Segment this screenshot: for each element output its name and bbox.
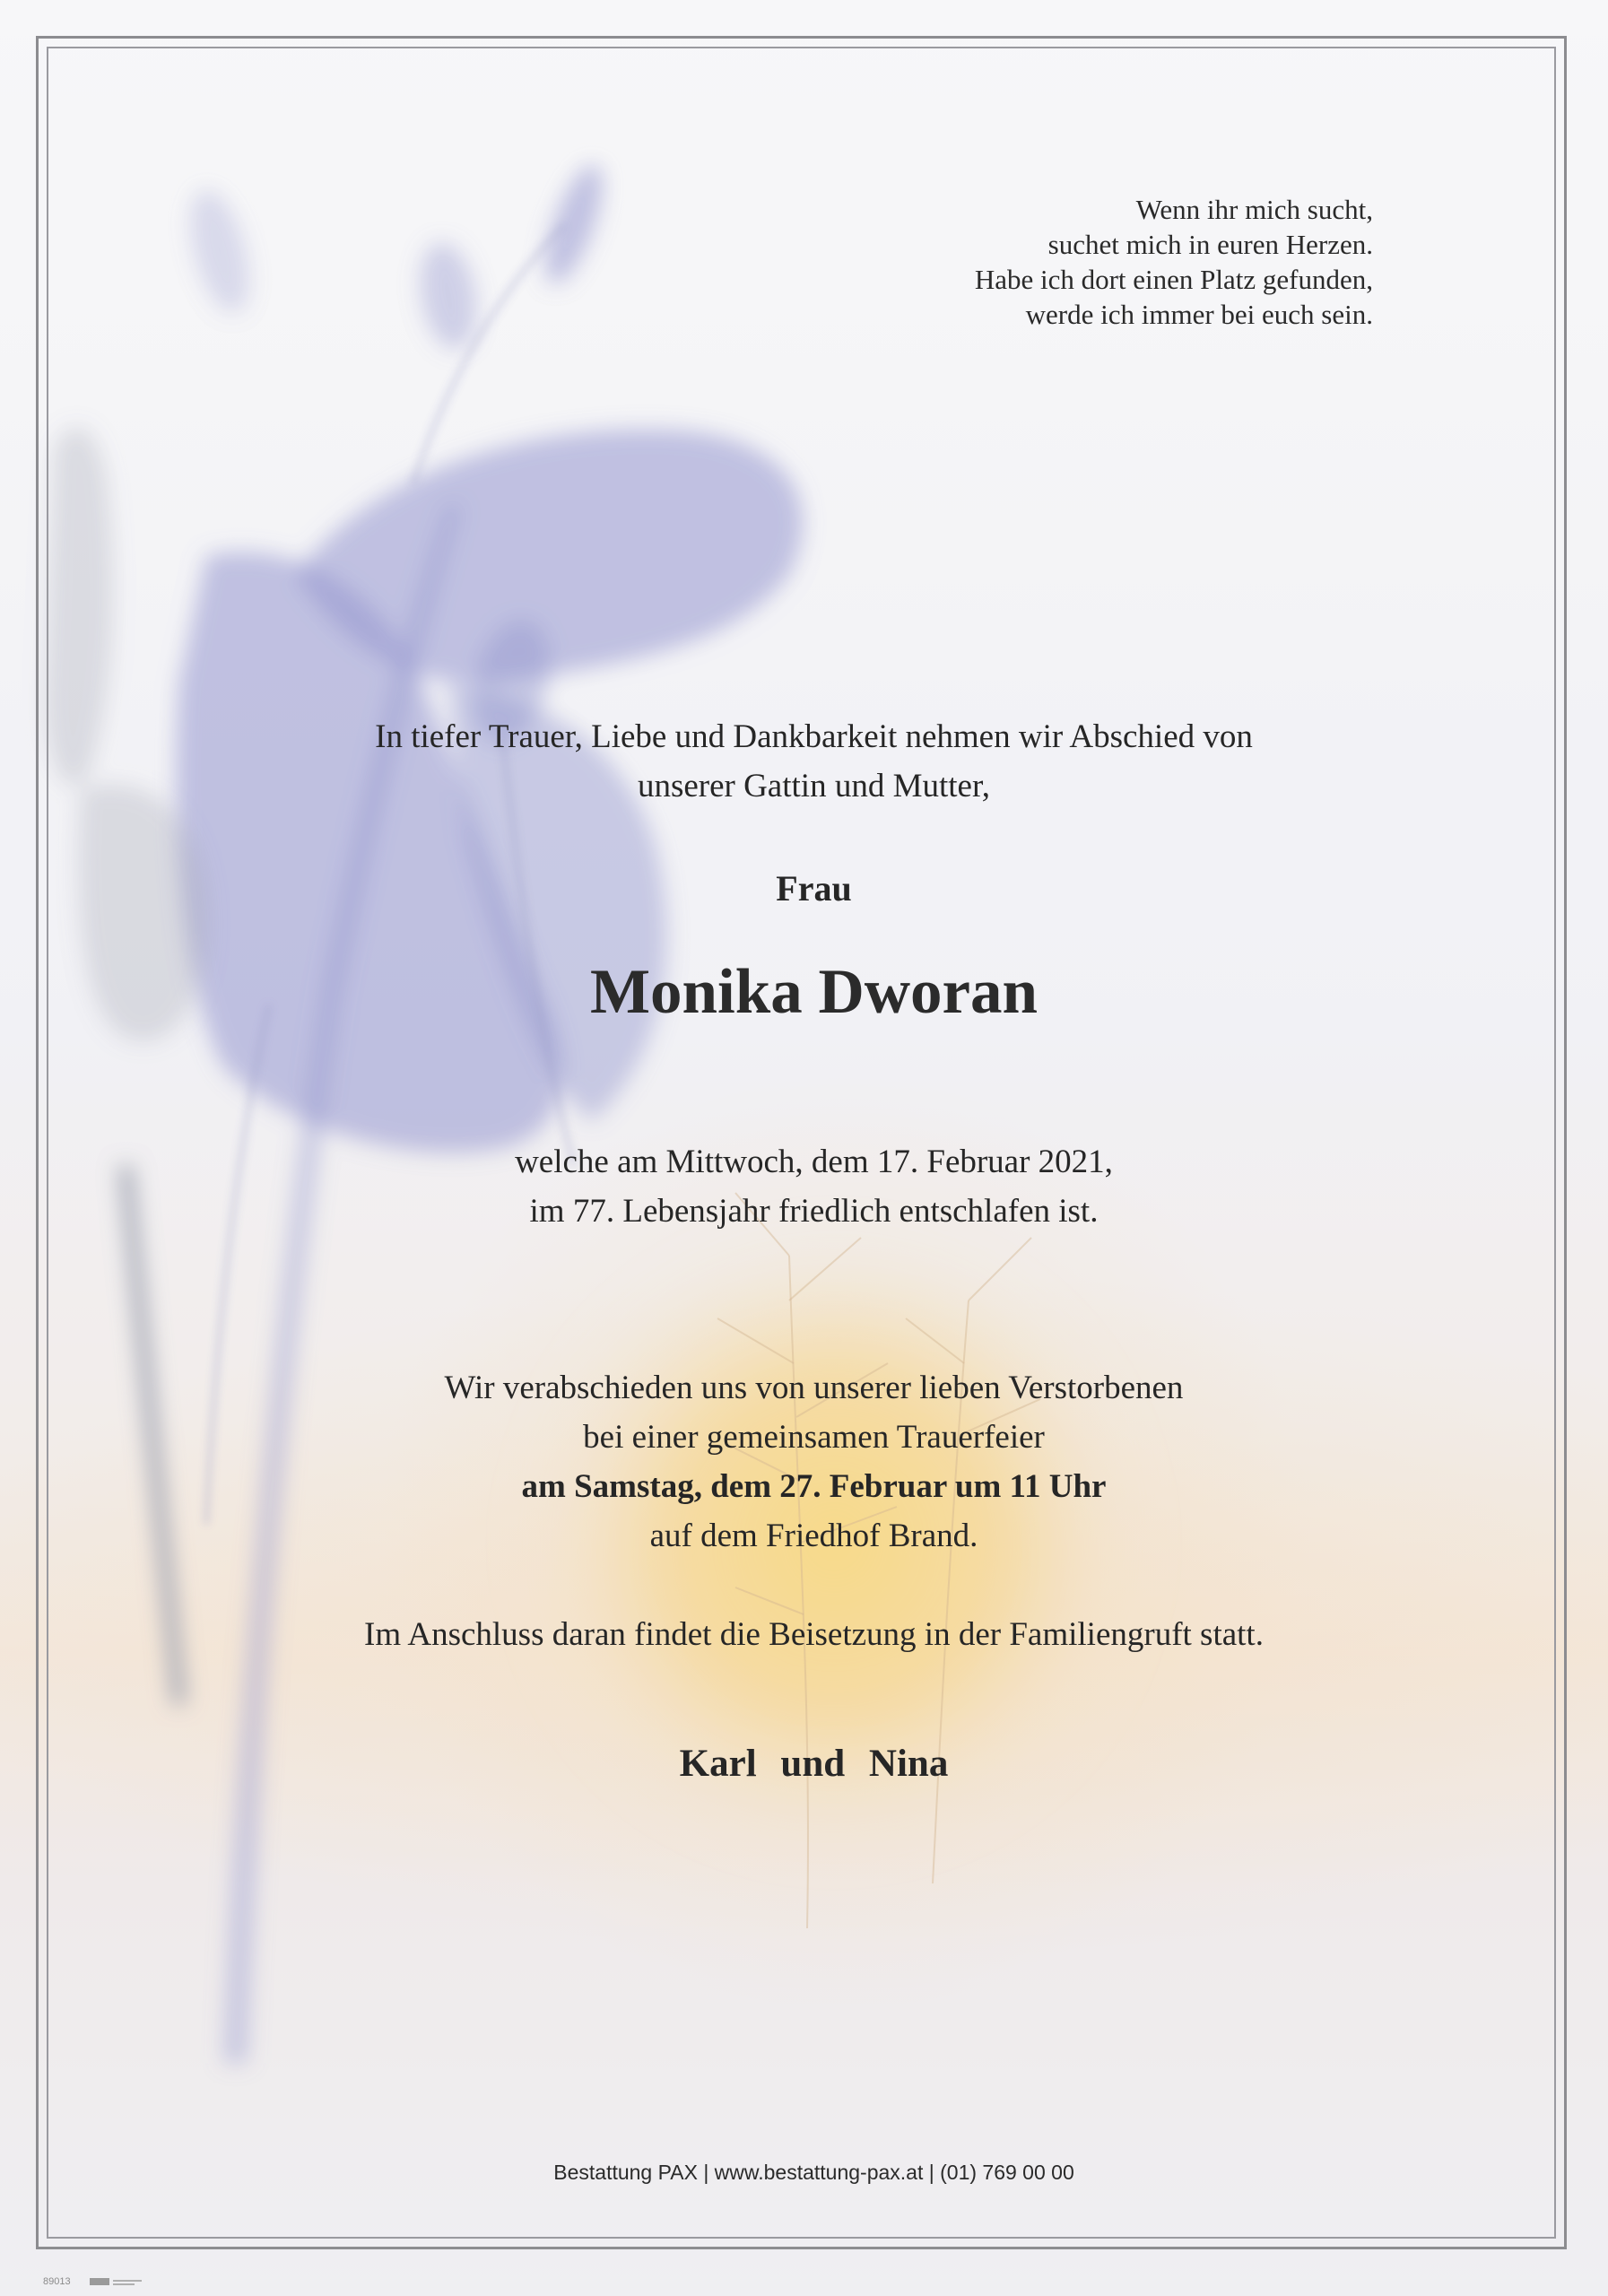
- intro-line: unserer Gattin und Mutter,: [637, 768, 991, 804]
- ceremony-date: am Samstag, dem 27. Februar um 11 Uhr: [521, 1468, 1107, 1505]
- poem-line: Habe ich dort einen Platz gefunden,: [974, 264, 1373, 295]
- ceremony-line: bei einer gemeinsamen Trauerfeier: [583, 1419, 1045, 1456]
- poem-line: Wenn ihr mich sucht,: [1135, 194, 1373, 225]
- ceremony-line: Wir verabschieden uns von unserer lieben Verstorbenen: [444, 1370, 1184, 1406]
- funeral-home-footer: Bestattung PAX | www.bestattung-pax.at | (01) 769 00 00: [553, 2161, 1074, 2184]
- poem-line: suchet mich in euren Herzen.: [1047, 229, 1373, 260]
- signature-name: Nina: [868, 1743, 949, 1785]
- ceremony-location: auf dem Friedhof Brand.: [649, 1518, 978, 1554]
- deceased-name: Monika Dworan: [589, 957, 1038, 1027]
- burial-text: Im Anschluss daran findet die Beisetzung in der Familiengruft statt.: [364, 1616, 1264, 1653]
- poem-line: werde ich immer bei euch sein.: [1025, 299, 1373, 330]
- signature-name: Karl: [679, 1743, 757, 1785]
- intro-line: In tiefer Trauer, Liebe und Dankbarkeit nehmen wir Abschied von: [375, 718, 1253, 755]
- memorial-poem: [975, 192, 1373, 332]
- print-code: 89013: [43, 2276, 71, 2287]
- printer-logo-icon: [90, 2276, 143, 2287]
- passing-line: welche am Mittwoch, dem 17. Februar 2021,: [515, 1144, 1113, 1180]
- intro-text: [0, 712, 1608, 811]
- passing-text: [0, 1137, 1608, 1236]
- signature-conjunction: und: [780, 1743, 846, 1785]
- passing-line: im 77. Lebensjahr friedlich entschlafen ist.: [529, 1193, 1099, 1230]
- family-signature: [0, 1737, 1608, 1791]
- salutation: Frau: [776, 868, 852, 909]
- ceremony-text: [0, 1363, 1608, 1561]
